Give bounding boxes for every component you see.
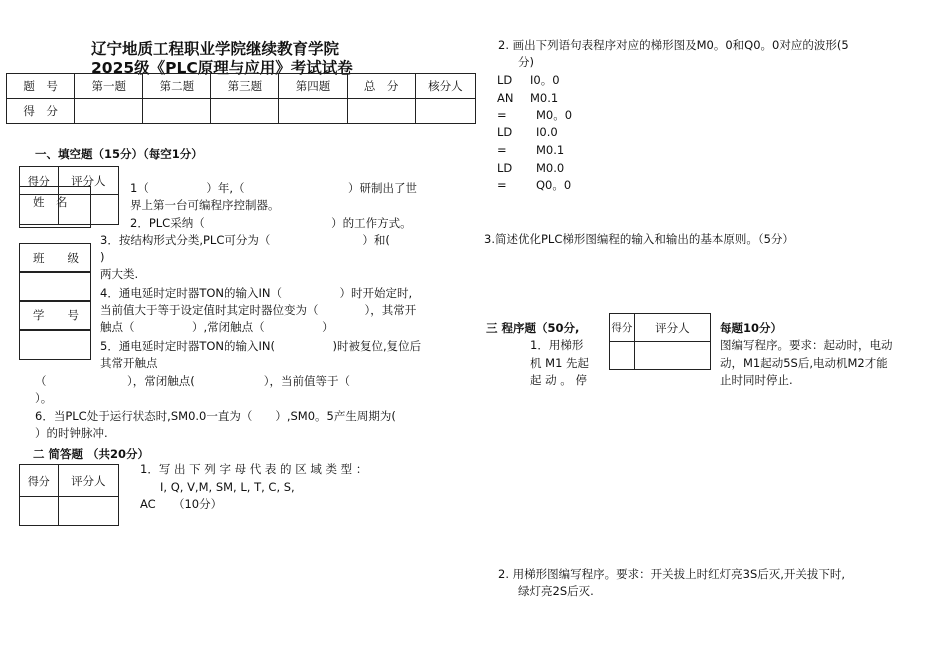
- r-q2-line1: 2. 画出下列语句表程序对应的梯形图及M0。0和Q0。0对应的波形(5: [498, 38, 849, 52]
- class-label: 班 级: [33, 251, 79, 265]
- reviewer-box-label: 评分人: [634, 314, 710, 342]
- section2-title: 二 简答题 （共20分）: [33, 447, 150, 461]
- score-box-label: 得分: [20, 465, 59, 497]
- section3-title: 三 程序题（50分,: [486, 321, 580, 335]
- stl-arg: M0.0: [536, 161, 565, 175]
- score-table-header-cell: 第四题: [279, 74, 347, 99]
- score-cell[interactable]: [415, 99, 475, 124]
- stl-arg: I0.0: [536, 125, 558, 139]
- score-table-header-cell: 总 分: [347, 74, 415, 99]
- section1-title: 一、填空题（15分）（每空1分）: [35, 147, 203, 161]
- section2-score-box: [19, 464, 119, 526]
- score-table: [6, 73, 476, 124]
- q6-line1: 6．当PLC处于运行状态时,SM0.0一直为（ ）,SM0。5产生周期为(: [35, 409, 396, 423]
- section3-each: 每题10分）: [720, 321, 783, 335]
- class-field[interactable]: [19, 271, 91, 302]
- stl-arg: I0。0: [530, 73, 560, 87]
- score-cell[interactable]: [143, 99, 211, 124]
- reviewer-box-label: 评分人: [58, 167, 118, 195]
- s2-q1-line1: 1．写 出 下 列 字 母 代 表 的 区 域 类 型 ：: [140, 462, 368, 476]
- id-field[interactable]: [19, 329, 91, 360]
- stl-op: AN: [497, 91, 514, 105]
- q1-line2: 界上第一台可编程序控制器。: [130, 198, 280, 212]
- score-table-header-cell: 核分人: [415, 74, 475, 99]
- q3-line1: 3．按结构形式分类,PLC可分为（ ）和(: [100, 233, 390, 247]
- stl-op: =: [497, 178, 507, 192]
- score-table-row-label: 得 分: [7, 99, 75, 124]
- q6-line2: ）的时钟脉冲.: [35, 426, 108, 440]
- stl-arg: M0.1: [536, 143, 565, 157]
- stl-op: LD: [497, 161, 513, 175]
- stl-arg: M0。0: [536, 108, 573, 122]
- score-table-header-cell: 题 号: [7, 74, 75, 99]
- stl-arg: Q0。0: [536, 178, 572, 192]
- q3-line3: 两大类.: [100, 267, 139, 281]
- s2-q1-line2: I, Q, V,M, SM, L, T, C, S,: [160, 480, 295, 494]
- score-box-label: 得分: [20, 167, 59, 195]
- name-label: 姓 名: [33, 195, 68, 209]
- reviewer-box-cell[interactable]: [58, 497, 118, 526]
- q4-line1: 4．通电延时定时器TON的输入IN（ ）时开始定时,: [100, 286, 413, 300]
- q5-line2: 其常开触点: [100, 356, 158, 370]
- score-table-header-cell: 第三题: [211, 74, 279, 99]
- q4-line3: 触点（ ）,常闭触点（ ）: [100, 320, 334, 334]
- p1-left-line3: 起 动 。 停: [530, 373, 587, 387]
- school-title: 辽宁地质工程职业学院继续教育学院: [91, 40, 340, 58]
- score-box-cell[interactable]: [20, 497, 59, 526]
- stl-op: LD: [497, 125, 513, 139]
- score-table-header-cell: 第二题: [143, 74, 211, 99]
- id-label: 学 号: [33, 308, 79, 322]
- p1-right-line2: 动，M1起动5S后,电动机M2才能: [720, 356, 888, 370]
- score-table-header-cell: 第一题: [75, 74, 143, 99]
- p1-left-line1: 1．用梯形: [530, 338, 584, 352]
- q5-line4: ）。: [35, 391, 53, 405]
- q2-text: 2．PLC采纳（ ）的工作方式。: [130, 216, 412, 230]
- p1-left-line2: 机 M1 先起: [530, 356, 590, 370]
- score-box-label: 得分: [610, 314, 635, 342]
- q3-line2: ): [100, 250, 105, 264]
- score-cell[interactable]: [279, 99, 347, 124]
- stl-op: =: [497, 143, 507, 157]
- q1-line1: 1（ ）年,（ ）研制出了世: [130, 181, 417, 195]
- section3-score-box: [609, 313, 711, 370]
- score-cell[interactable]: [211, 99, 279, 124]
- reviewer-box-label: 评分人: [58, 465, 118, 497]
- r-q3-text: 3.简述优化PLC梯形图编程的输入和输出的基本原则。（5分）: [484, 232, 794, 246]
- p2-line1: 2. 用梯形图编写程序。要求：开关拔上时红灯亮3S后灭,开关拔下时,: [498, 567, 846, 581]
- q4-line2: 当前值大于等于设定值时其定时器位变为（ ），其常开: [100, 303, 417, 317]
- p1-right-line3: 止时同时停止.: [720, 373, 793, 387]
- exam-title: 2025级《PLC原理与应用》考试试卷: [91, 59, 353, 77]
- reviewer-box-cell[interactable]: [634, 342, 710, 370]
- stl-op: LD: [497, 73, 513, 87]
- stl-arg: M0.1: [530, 91, 559, 105]
- score-cell[interactable]: [75, 99, 143, 124]
- stl-op: =: [497, 108, 507, 122]
- score-cell[interactable]: [347, 99, 415, 124]
- p2-line2: 绿灯亮2S后灭.: [518, 584, 594, 598]
- r-q2-line2: 分): [518, 55, 534, 69]
- p1-right-line1: 图编写程序。要求：起动时，电动: [720, 338, 893, 352]
- q5-line1: 5．通电延时定时器TON的输入IN( )时被复位,复位后: [100, 339, 422, 353]
- q5-line3: （ ），常闭触点( ），当前值等于（: [35, 374, 350, 388]
- s2-q1-line3: AC （10分）: [140, 497, 223, 511]
- score-box-cell[interactable]: [610, 342, 635, 370]
